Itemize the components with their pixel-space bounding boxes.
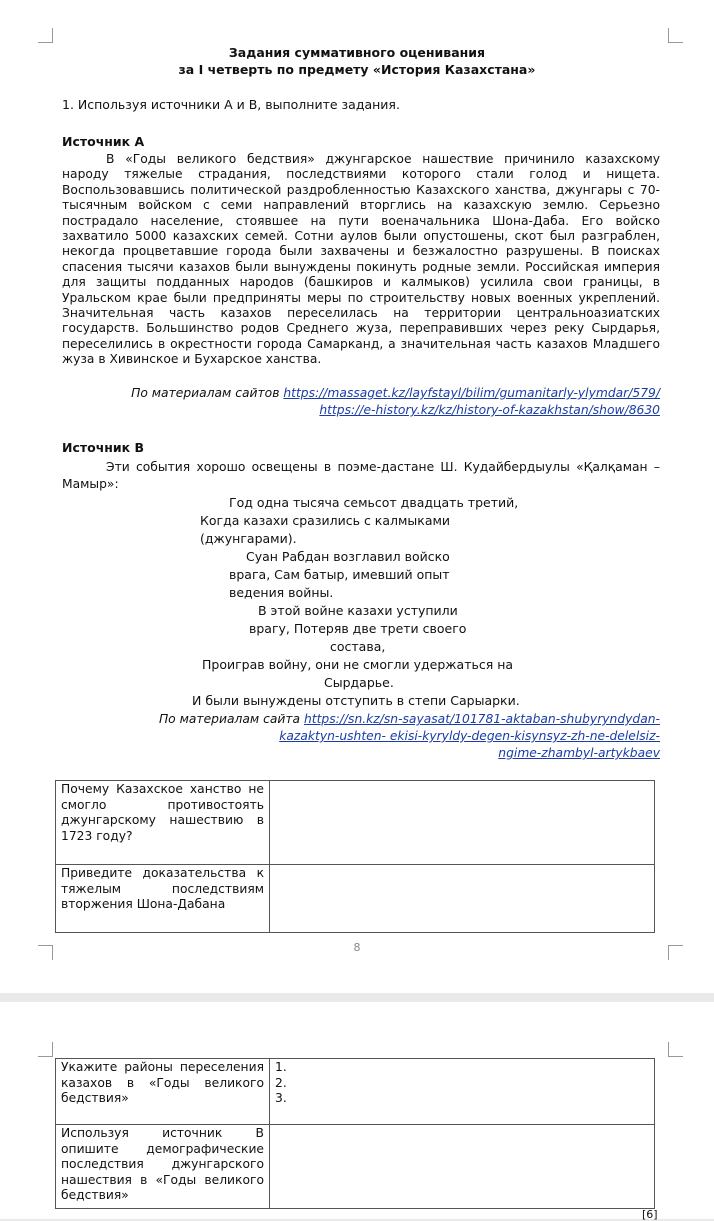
- crop-mark: [38, 1042, 53, 1057]
- answer-line-2: 2.: [275, 1075, 287, 1090]
- answer-cell[interactable]: [270, 781, 655, 865]
- crop-mark: [668, 28, 683, 43]
- source-b-link-line-3[interactable]: ngime-zhambyl-artykbaev: [498, 746, 660, 760]
- poem-line: ведения войны.: [229, 585, 334, 600]
- table-row: [56, 781, 655, 865]
- poem-line: И были вынуждены отступить в степи Сарыарки.: [192, 693, 520, 708]
- poem-line: Суан Рабдан возглавил войско: [246, 549, 450, 564]
- page-number: 8: [353, 941, 361, 954]
- score-mark: [6]: [642, 1208, 658, 1221]
- answer-line-3: 3.: [275, 1091, 287, 1105]
- source-a-reference: [131, 385, 660, 419]
- task-1-instruction: 1. Используя источники А и В, выполните задания.: [62, 97, 400, 112]
- poem-line: врагу, Потеряв две трети своего: [249, 621, 467, 636]
- table-row: [56, 1059, 655, 1125]
- source-a-link-1[interactable]: https://massaget.kz/layfstayl/bilim/gumanitarly-ylymdar/579/: [283, 386, 660, 400]
- title-line-2: за I четверть по предмету «История Казахстана»: [178, 62, 536, 77]
- source-a-heading: Источник А: [62, 134, 145, 149]
- poem-line: Год одна тысяча семьсот двадцать третий,: [229, 495, 519, 510]
- question-cell: Используя источник В опишите демографические последствия джунгарского нашествия в «Годы великого бедствия»: [56, 1125, 270, 1209]
- poem-line: Когда казахи сразились с калмыками: [200, 513, 451, 528]
- question-cell: Приведите доказательства к тяжелым последствиям вторжения Шона-Дабана: [56, 865, 270, 933]
- answer-cell[interactable]: [270, 1125, 655, 1209]
- answer-table-2: [55, 1058, 655, 1209]
- table-row: [56, 865, 655, 933]
- source-b-link-line-2[interactable]: kazaktyn-ushten- ekisi-kyryldy-degen-kisynsyz-zh-ne-delelsiz-: [279, 729, 660, 743]
- answer-table-1: [55, 780, 655, 933]
- source-b-reference: [159, 711, 660, 762]
- source-a-link-2[interactable]: https://e-history.kz/kz/history-of-kazakhstan/show/8630: [319, 403, 660, 417]
- answer-cell[interactable]: [270, 1059, 655, 1125]
- crop-mark: [38, 28, 53, 43]
- answer-line-1: 1.: [275, 1060, 287, 1074]
- reference-prefix: По материалам сайтов: [131, 386, 284, 400]
- source-b-intro: Эти события хорошо освещены в поэме-дастане Ш. Кудайбердыулы «Қалқаман – Мамыр»:: [62, 460, 660, 491]
- title-line-1: Задания суммативного оценивания: [228, 45, 486, 60]
- poem-line: Проиграв войну, они не смогли удержаться на: [202, 657, 514, 672]
- question-cell: Укажите районы переселения казахов в «Годы великого бедствия»: [56, 1059, 270, 1125]
- poem-line: состава,: [330, 639, 386, 654]
- poem-line: (джунгарами).: [200, 531, 297, 546]
- answer-cell[interactable]: [270, 865, 655, 933]
- poem-line: врага, Сам батыр, имевший опыт: [229, 567, 450, 582]
- reference-prefix: По материалам сайта: [158, 712, 304, 726]
- table-row: [56, 1125, 655, 1209]
- source-b-link-line-1[interactable]: https://sn.kz/sn-sayasat/101781-aktaban-shubyryndydan-: [303, 712, 660, 726]
- crop-mark: [668, 1042, 683, 1057]
- source-b-heading: Источник В: [62, 440, 145, 455]
- question-cell: Почему Казахское ханство не смогло противостоять джунгарскому нашествию в 1723 году?: [56, 781, 270, 865]
- document-title: [0, 44, 714, 78]
- poem-line: Сырдарье.: [324, 675, 394, 690]
- source-a-text: В «Годы великого бедствия» джунгарское нашествие причинило казахскому народу тяжелые страдания, последствиями которого стали голод и нищета. Воспользовавшись политической раздробленностью Казахского ханства, джунгары с 70-тысячным войском с семи направлений вторглись на казахскую землю. Серьезно пострадало население, стоявшее на пути военачальника Шона-Даба. Его войско захватило 5000 казахских семей. Сотни аулов были опустошены, скот был разграблен, некогда процветавшие города были захвачены и безжалостно разрушены. В поисках спасения тысячи казахов были вынуждены покинуть родные земли. Российская империя для защиты подданных народов (башкиров и калмыков) усилила свои границы, в Уральском крае были предприняты меры по строительству новых военных укреплений. Значительная часть казахов переселилась на территории центральноазиатских государств. Большинство родов Среднего жуза, переправивших через реку Сырдарья, переселились в окрестности города Самарканд, а значительная часть казахов Младшего жуза в Хивинское и Бухарское ханства.: [62, 152, 660, 367]
- document-page-2: [0, 1002, 714, 1219]
- poem-line: В этой войне казахи уступили: [258, 603, 458, 618]
